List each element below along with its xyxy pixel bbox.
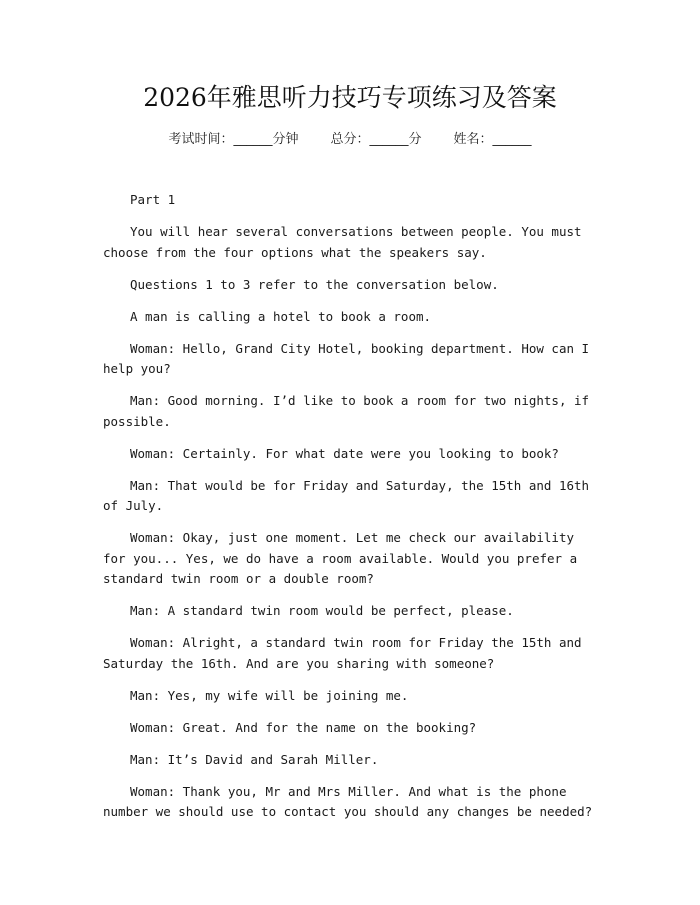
section-heading: Part 1 [130, 192, 176, 207]
dialogue-line: Man: That would be for Friday and Saturday, the 15th and 16th of July. [103, 477, 590, 513]
exam-meta [0, 130, 700, 150]
dialogue-line: Woman: Great. And for the name on the booking? [130, 719, 477, 735]
document-body [103, 190, 603, 834]
exam-time-label: 考试时间：______分钟 [168, 132, 299, 147]
dialogue-line: Woman: Alright, a standard twin room for Friday the 15th and Saturday the 16th. And are you sharing with someone? [103, 635, 582, 671]
dialogue-line: Man: It’s David and Sarah Miller. [130, 751, 379, 767]
dialogue-line: Man: Yes, my wife will be joining me. [130, 687, 409, 703]
dialogue-line: Man: Good morning. I’d like to book a room for two nights, if possible. [103, 393, 590, 429]
question-range-note: Questions 1 to 3 refer to the conversation below. [130, 276, 499, 292]
dialogue-line: Woman: Thank you, Mr and Mrs Miller. And what is the phone number we should use to contact you should any changes be needed? [103, 783, 593, 819]
document-title: 2026年雅思听力技巧专项练习及答案 [143, 83, 557, 112]
dialogue-line: Woman: Certainly. For what date were you looking to book? [130, 445, 559, 461]
dialogue-line: Woman: Hello, Grand City Hotel, booking department. How can I help you? [103, 340, 590, 376]
dialogue-line: Man: A standard twin room would be perfect, please. [130, 603, 514, 618]
total-score-label: 总分：______分 [330, 132, 422, 147]
name-label: 姓名：______ [453, 132, 532, 147]
dialogue-line: Woman: Okay, just one moment. Let me check our availability for you... Yes, we do have a room available. Would you prefer a standard twin room or a double room? [103, 530, 578, 586]
instruction-paragraph: You will hear several conversations between people. You must choose from the four options what the speakers say. [103, 224, 582, 260]
scenario-paragraph: A man is calling a hotel to book a room. [130, 308, 432, 324]
